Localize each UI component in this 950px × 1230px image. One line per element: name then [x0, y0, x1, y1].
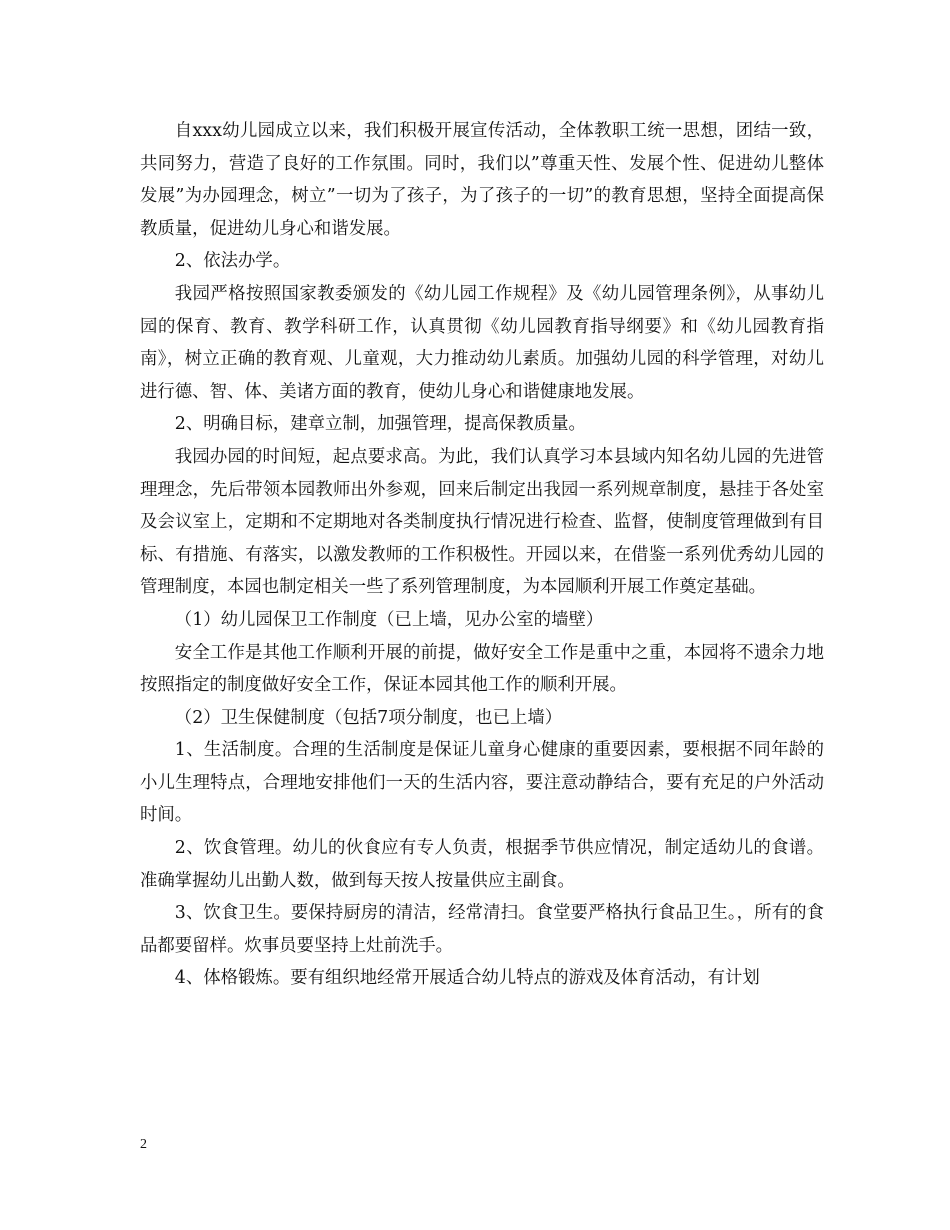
paragraph-life-system: 1、生活制度。合理的生活制度是保证儿童身心健康的重要因素，要根据不同年龄的小儿生理特点，合理地安排他们一天的生活内容，要注意动静结合，要有充足的户外活动时间。 — [140, 740, 824, 826]
paragraph-regulations: 我园严格按照国家教委颁发的《幼儿园工作规程》及《幼儿园管理条例》，从事幼儿园的保育、教育、教学科研工作，认真贯彻《幼儿园教育指导纲要》和《幼儿园教育指南》，树立正确的教育观、儿童观，大力推动幼儿素质。加强幼儿园的科学管理，对幼儿进行德、智、体、美诸方面的教育，使幼儿身心和谐健康地发展。 — [140, 283, 824, 402]
paragraph-intro: 自xxx幼儿园成立以来，我们积极开展宣传活动，全体教职工统一思想，团结一致，共同努力，营造了良好的工作氛围。同时，我们以”尊重天性、发展个性、促进幼儿整体发展”为办园理念，树立”一切为了孩子，为了孩子的一切”的教育思想，坚持全面提高保教质量，促进幼儿身心和谐发展。 — [140, 121, 824, 239]
paragraph-safety: 安全工作是其他工作顺利开展的前提，做好安全工作是重中之重，本园将不遗余力地按照指定的制度做好安全工作，保证本园其他工作的顺利开展。 — [140, 642, 824, 696]
page-number: 2 — [140, 1137, 147, 1152]
document-body — [140, 115, 824, 995]
heading-security-system: （1）幼儿园保卫工作制度（已上墙，见办公室的墙壁） — [174, 609, 604, 630]
paragraph-physical-exercise: 4、体格锻炼。要有组织地经常开展适合幼儿特点的游戏及体育活动，有计划 — [174, 968, 760, 989]
heading-law-based-operation: 2、依法办学。 — [174, 251, 291, 272]
paragraph-management: 我园办园的时间短，起点要求高。为此，我们认真学习本县域内知名幼儿园的先进管理理念，先后带领本园教师出外参观，回来后制定出我园一系列规章制度，悬挂于各处室及会议室上，定期和不定期地对各类制度执行情况进行检查、监督，使制度管理做到有目标、有措施、有落实，以激发教师的工作积极性。开园以来，在借鉴一系列优秀幼儿园的管理制度，本园也制定相关一些了系列管理制度，为本园顺利开展工作奠定基础。 — [140, 446, 824, 598]
paragraph-diet-management: 2、饮食管理。幼儿的伙食应有专人负责，根据季节供应情况，制定适幼儿的食谱。准确掌握幼儿出勤人数，做到每天按人按量供应主副食。 — [140, 838, 824, 891]
paragraph-diet-hygiene: 3、饮食卫生。要保持厨房的清洁，经常清扫。食堂要严格执行食品卫生。，所有的食品都要留样。炊事员要坚持上灶前洗手。 — [140, 903, 824, 956]
heading-health-care-system: （2）卫生保健制度（包括7项分制度，也已上墙） — [174, 707, 563, 728]
heading-clear-goals: 2、明确目标，建章立制，加强管理，提高保教质量。 — [174, 414, 586, 435]
